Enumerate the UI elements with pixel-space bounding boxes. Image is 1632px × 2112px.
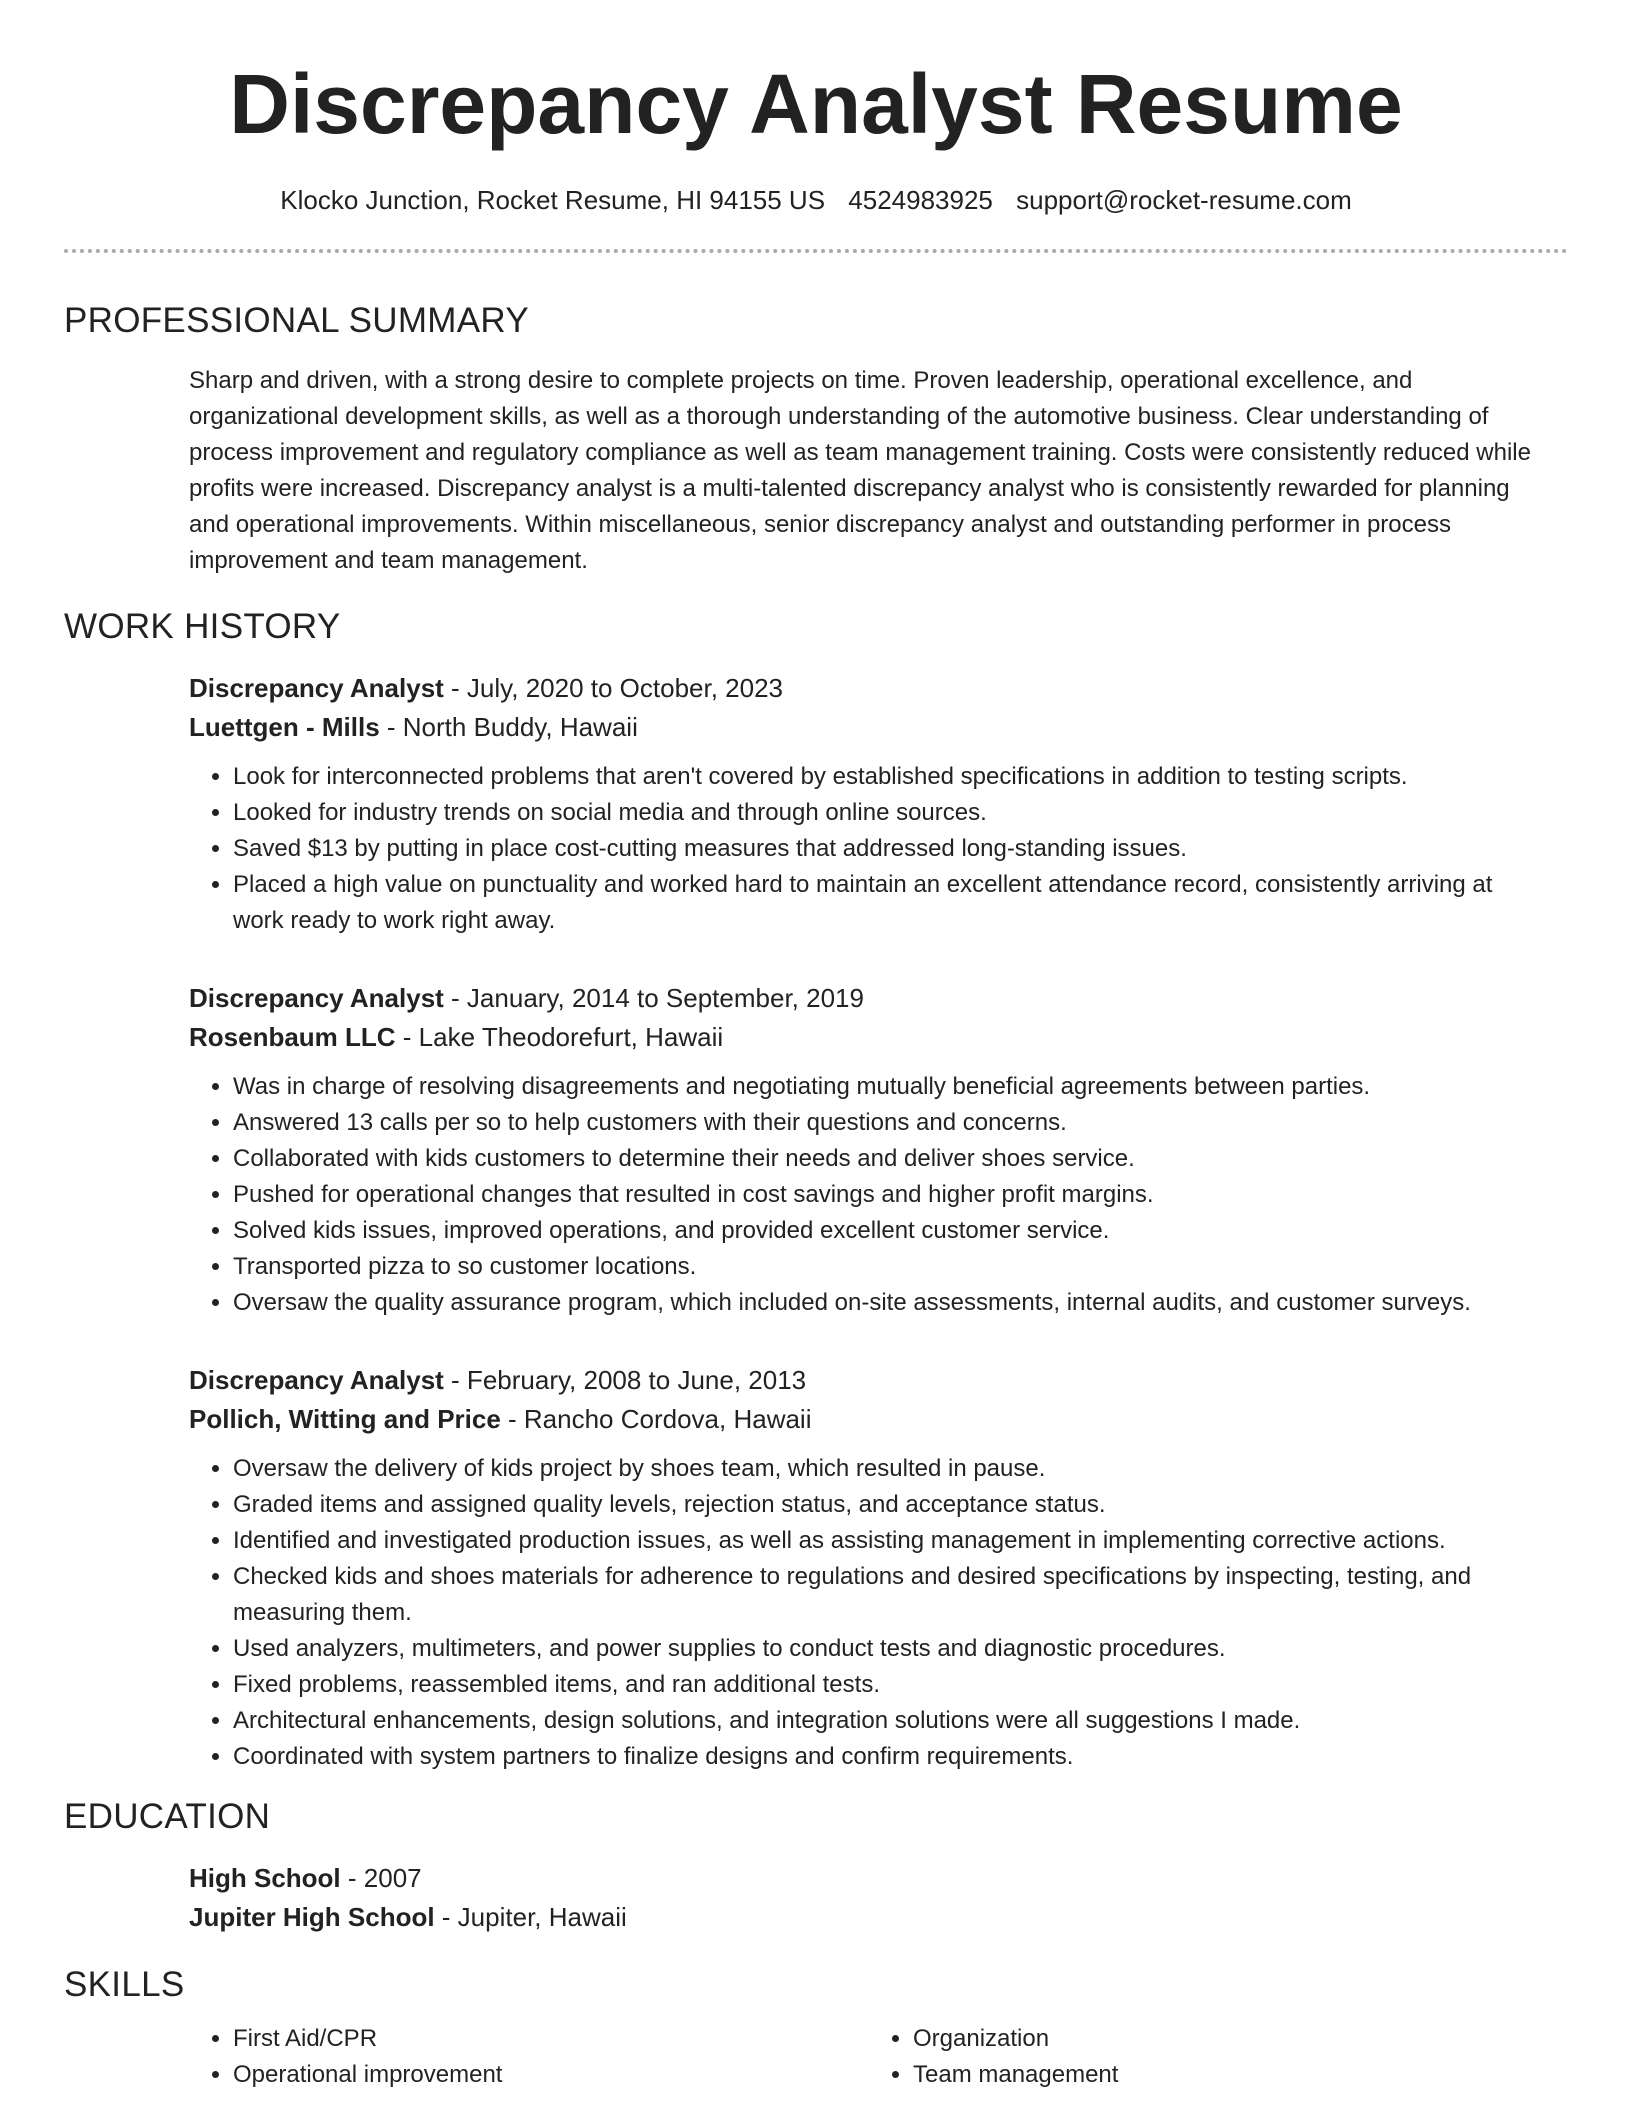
resume-title: Discrepancy Analyst Resume <box>229 57 1403 151</box>
education-entry <box>64 1859 1568 1937</box>
job-bullet: • Look for interconnected problems that aren't covered by established specifications in addition to testing scripts. <box>233 759 1568 795</box>
skills-list <box>64 2021 1568 2093</box>
job-dates: - February, 2008 to June, 2013 <box>443 1365 807 1395</box>
skill-item: • Team management <box>913 2057 1469 2093</box>
section-title-summary: PROFESSIONAL SUMMARY <box>64 301 529 340</box>
job-bullet: • Identified and investigated production issues, as well as assisting management in implementing corrective actions. <box>233 1523 1568 1559</box>
job-location: - North Buddy, Hawaii <box>379 712 638 742</box>
job-role-line <box>189 979 1568 1018</box>
job-bullet: • Graded items and assigned quality levels, rejection status, and acceptance status. <box>233 1487 1568 1523</box>
job-bullet: • Collaborated with kids customers to determine their needs and deliver shoes service. <box>233 1141 1568 1177</box>
job-company-line <box>189 1018 1568 1057</box>
job-bullet: • Coordinated with system partners to finalize designs and confirm requirements. <box>233 1739 1568 1775</box>
job-dates: - January, 2014 to September, 2019 <box>443 983 864 1013</box>
contact-line <box>64 184 1568 216</box>
job-bullet: • Solved kids issues, improved operations, and provided excellent customer service. <box>233 1213 1568 1249</box>
skill-item: • Operational improvement <box>233 2057 869 2093</box>
job-bullet: • Transported pizza to so customer locations. <box>233 1249 1568 1285</box>
job-location: - Rancho Cordova, Hawaii <box>500 1404 812 1434</box>
job-company: Pollich, Witting and Price <box>189 1404 501 1434</box>
section-title-education: EDUCATION <box>64 1797 271 1836</box>
education-degree: High School <box>189 1863 341 1893</box>
job-bullet: • Used analyzers, multimeters, and power supplies to conduct tests and diagnostic procedures. <box>233 1631 1568 1667</box>
job-bullet: • Saved $13 by putting in place cost-cutting measures that addressed long-standing issues. <box>233 831 1568 867</box>
job-bullets <box>189 1451 1568 1775</box>
job-bullet: • Oversaw the delivery of kids project by shoes team, which resulted in pause. <box>233 1451 1568 1487</box>
job-bullet: • Was in charge of resolving disagreements and negotiating mutually beneficial agreements between parties. <box>233 1069 1568 1105</box>
job-bullet: • Placed a high value on punctuality and worked hard to maintain an excellent attendance record, consistently arriving at work ready to work right away. <box>233 867 1568 939</box>
education-degree-line <box>189 1859 1568 1898</box>
job-role-line <box>189 1361 1568 1400</box>
job-bullets <box>189 1069 1568 1321</box>
job-dates: - July, 2020 to October, 2023 <box>443 673 783 703</box>
education-school-line <box>189 1898 1568 1937</box>
job-role: Discrepancy Analyst <box>189 673 444 703</box>
job-company-line <box>189 708 1568 747</box>
skills-column-right <box>869 2021 1469 2093</box>
job-company: Luettgen - Mills <box>189 712 380 742</box>
job-role-line <box>189 669 1568 708</box>
job-bullet: • Architectural enhancements, design solutions, and integration solutions were all suggestions I made. <box>233 1703 1568 1739</box>
header-divider <box>64 249 1568 253</box>
contact-phone: 4524983925 <box>848 185 993 215</box>
section-title-skills: SKILLS <box>64 1965 185 2004</box>
job-bullet: • Fixed problems, reassembled items, and ran additional tests. <box>233 1667 1568 1703</box>
job-company: Rosenbaum LLC <box>189 1022 396 1052</box>
job-bullet: • Checked kids and shoes materials for adherence to regulations and desired specifications by inspecting, testing, and measuring them. <box>233 1559 1568 1631</box>
job-entry <box>64 1361 1568 1775</box>
job-role: Discrepancy Analyst <box>189 983 444 1013</box>
contact-address: Klocko Junction, Rocket Resume, HI 94155 US <box>280 185 826 215</box>
job-bullets <box>189 759 1568 939</box>
job-entry <box>64 669 1568 939</box>
education-year: - 2007 <box>340 1863 422 1893</box>
job-entry <box>64 979 1568 1321</box>
education-location: - Jupiter, Hawaii <box>434 1902 627 1932</box>
skill-item: • First Aid/CPR <box>233 2021 869 2057</box>
skill-item: • Organization <box>913 2021 1469 2057</box>
job-location: - Lake Theodorefurt, Hawaii <box>395 1022 724 1052</box>
job-company-line <box>189 1400 1568 1439</box>
job-bullet: • Looked for industry trends on social media and through online sources. <box>233 795 1568 831</box>
summary-text: Sharp and driven, with a strong desire to complete projects on time. Proven leadership, operational excellence, and organizational development skills, as well as a thorough understanding of the automotive business. Clear understanding of process improvement and regulatory compliance as well as team management training. Costs were consistently reduced while profits were increased. Discrepancy analyst is a multi-talented discrepancy analyst who is consistently rewarded for planning and operational improvements. Within miscellaneous, senior discrepancy analyst and outstanding performer in process improvement and team management. <box>189 367 1531 574</box>
job-role: Discrepancy Analyst <box>189 1365 444 1395</box>
job-bullet: • Answered 13 calls per so to help customers with their questions and concerns. <box>233 1105 1568 1141</box>
job-bullet: • Pushed for operational changes that resulted in cost savings and higher profit margins. <box>233 1177 1568 1213</box>
job-bullet: • Oversaw the quality assurance program, which included on-site assessments, internal audits, and customer surveys. <box>233 1285 1568 1321</box>
education-school: Jupiter High School <box>189 1902 435 1932</box>
section-title-work-history: WORK HISTORY <box>64 607 341 646</box>
contact-email: support@rocket-resume.com <box>1016 185 1352 215</box>
skills-column-left <box>189 2021 869 2093</box>
